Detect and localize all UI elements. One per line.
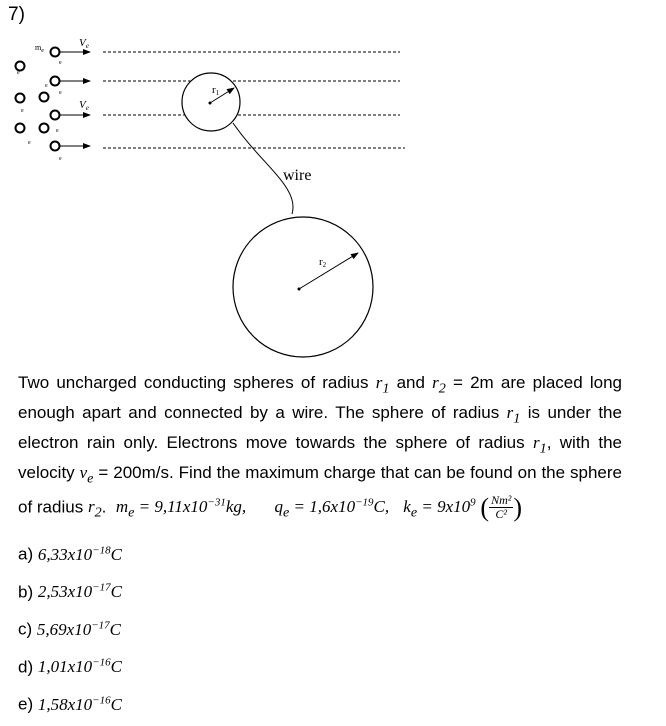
velocity-label-middle: Ve — [79, 99, 89, 112]
svg-text:e: e — [59, 60, 62, 66]
option-b[interactable]: b) $2,53x10^{-17}C$ — [18, 581, 122, 602]
electron-mass-label: $m_e$ — [35, 43, 44, 54]
option-c[interactable]: c) $5,69x10^{-17}C$ — [18, 619, 121, 639]
electron-rain-lines — [103, 52, 405, 148]
radius-r2-label: r2 — [319, 256, 327, 269]
svg-text:e: e — [28, 140, 31, 146]
question-number: 7) — [8, 4, 25, 25]
velocity-label-top: Ve — [79, 37, 89, 50]
svg-text:e: e — [17, 70, 20, 76]
svg-text:e: e — [59, 156, 62, 162]
option-a[interactable]: a) $6,33x10^{-18}C$ — [18, 544, 122, 564]
svg-text:e: e — [59, 90, 62, 96]
coulomb-constant-value: $k_e = 9x10^9$ — [403, 496, 476, 521]
svg-text:e: e — [56, 128, 59, 134]
coulomb-unit-fraction: $\frac{\text{Nm²}}{\text{C²}}$ — [491, 493, 512, 522]
electron-columns-static — [16, 62, 49, 133]
problem-text: Two uncharged conducting spheres of radius $r_1$ and $r_2 = 2m$ are placed long enough apart and connected by a wire. The sphere of radius $r_1$ is under the electron rain only. Electrons move towards the sphere of radius $r_1$, with the velocity $v_e = 200m/s$. Find the maximum charge that can be found on the sphere of radius $r_2$. $m_e = 9,11x10^{-31}kg$, $q_e = 1,6x10^{-19}C$, $k_e = 9x10^9$ ( $\frac{\text{Nm²}}{\text{C²}}$ ) — [18, 373, 622, 522]
radius-r1-label: r1 — [212, 84, 220, 97]
svg-text:e: e — [45, 83, 48, 89]
wire-label: wire — [283, 167, 312, 184]
answer-options — [18, 538, 122, 726]
option-d[interactable]: d) $1,01x10^{-16}C$ — [18, 656, 122, 677]
electron-charge-value: $q_e = 1,6x10^{-19}C$, — [274, 496, 390, 521]
electron-mass-value: $m_e = 9,11x10^{-31}kg$, — [115, 496, 247, 521]
svg-text:e: e — [21, 108, 24, 114]
option-e[interactable]: e) $1,58x10^{-16}C$ — [18, 694, 122, 714]
